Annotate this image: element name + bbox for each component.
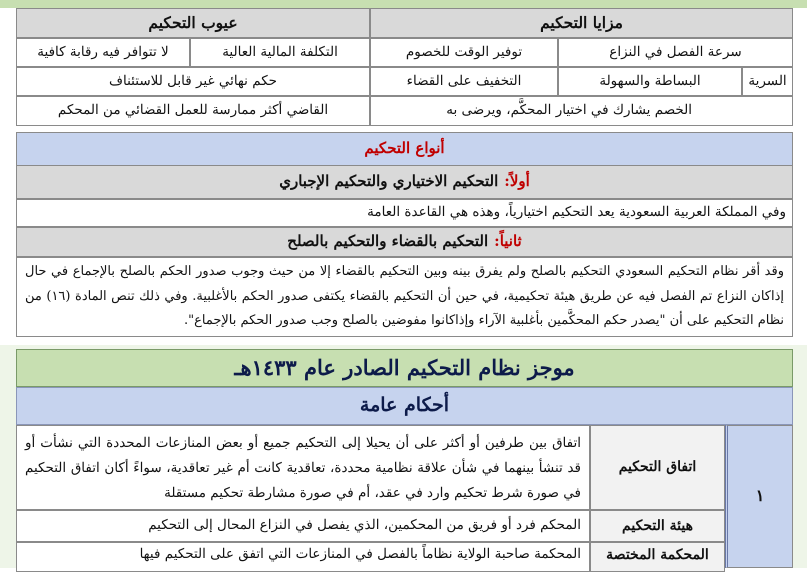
second-type-title: التحكيم بالقضاء والتحكيم بالصلح (287, 232, 489, 251)
con-high-cost: التكلفة المالية العالية (190, 38, 370, 67)
top-strip (0, 0, 807, 8)
first-type-title: التحكيم الاختياري والتحكيم الإجباري (279, 172, 499, 191)
general-rules-text: أحكام عامة (359, 394, 450, 417)
pro-secrecy: السرية (742, 67, 793, 96)
types-title (16, 132, 793, 165)
pro-party-choice: الخصم يشارك في اختيار المحكَّم، ويرضى به (370, 96, 793, 126)
first-type-prefix: أولاً: (504, 172, 530, 191)
first-type-heading (16, 165, 793, 199)
general-rules-bar (16, 387, 793, 425)
term-label-agreement: اتفاق التحكيم (590, 425, 725, 510)
row-number-cell (725, 425, 793, 568)
first-type-text: وفي المملكة العربية السعودية يعد التحكيم اختيارياً، وهذه هي القاعدة العامة (16, 199, 793, 227)
pros-header: مزايا التحكيم (370, 8, 793, 38)
term-definition-agreement: اتفاق بين طرفين أو أكثر على أن يحيلا إلى التحكيم جميع أو بعض المنازعات المحددة التي نشأت أو قد تنشأ بينهما في شأن علاقة نظامية محددة، تعاقدية كانت أم غير تعاقدية، سواءً أكان اتفاق التحكيم في صورة شرط تحكيم وارد في عقد، أم في صورة مشارطة تحكيم مستقلة (16, 425, 590, 510)
second-type-heading (16, 227, 793, 257)
con-final-ruling: حكم نهائي غير قابل للاستئناف (16, 67, 370, 96)
con-judge-practice: القاضي أكثر ممارسة للعمل القضائي من المحكم (16, 96, 370, 126)
cons-header: عيوب التحكيم (16, 8, 370, 38)
summary-title-text: موجز نظام التحكيم الصادر عام ١٤٣٣هـ (234, 354, 575, 380)
pro-time-saving: توفير الوقت للخصوم (370, 38, 558, 67)
term-definition-court: المحكمة صاحبة الولاية نظاماً بالفصل في المنازعات التي اتفق على التحكيم فيها (16, 542, 590, 572)
term-definition-tribunal: المحكم فرد أو فريق من المحكمين، الذي يفصل في النزاع المحال إلى التحكيم (16, 510, 590, 542)
types-title-text: أنواع التحكيم (364, 139, 445, 158)
con-no-oversight: لا تتوافر فيه رقابة كافية (16, 38, 190, 67)
pro-simplicity: البساطة والسهولة (558, 67, 742, 96)
second-type-prefix: ثانياً: (494, 232, 522, 251)
term-label-tribunal: هيئة التحكيم (590, 510, 725, 542)
summary-title (16, 349, 793, 387)
row-number: ١ (755, 486, 765, 506)
term-label-court: المحكمة المختصة (590, 542, 725, 572)
second-type-text: وقد أقر نظام التحكيم السعودي التحكيم بالصلح ولم يفرق بينه وبين التحكيم بالقضاء إلا من حيث وجوب صدور الحكم بالصلح بالإجماع في حال إذاكان النزاع تم الفصل فيه عن طريق هيئة تحكيمية، في حين أن التحكيم بالقضاء يكتفى صدور الحكم بالأغلبية. وفي ذلك تنص المادة (١٦) من نظام التحكيم على أن "يصدر حكم المحكَّمين بأغلبية الآراء وإذاكانوا مفوضين بالصلح وجب صدور الحكم بالإجماع". (16, 257, 793, 337)
pro-court-relief: التخفيف على القضاء (370, 67, 558, 96)
pro-dispute-speed: سرعة الفصل في النزاع (558, 38, 793, 67)
